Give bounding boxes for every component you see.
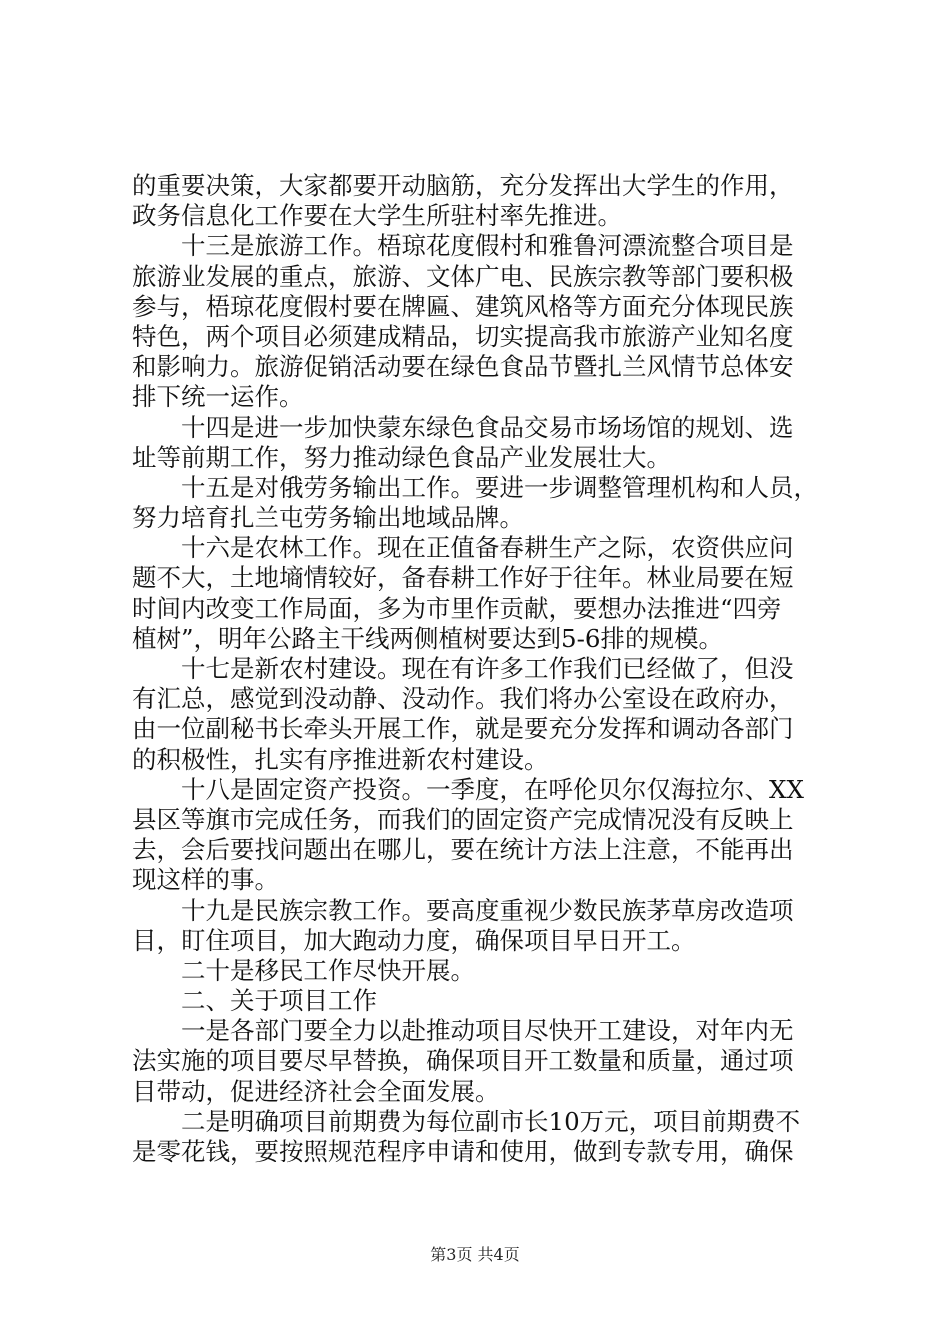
text-line: 二是明确项目前期费为每位副市长10万元，项目前期费不 (181, 1106, 801, 1136)
text-line: 十七是新农村建设。现在有许多工作我们已经做了，但没 (181, 654, 794, 683)
text-line: 址等前期工作，努力推动绿色食品产业发展壮大。 (132, 442, 671, 472)
text-line: 二十是移民工作尽快开展。 (181, 955, 475, 985)
text-line: 目带动，促进经济社会全面发展。 (132, 1076, 500, 1106)
text-line: 去，会后要找问题出在哪儿，要在统计方法上注意，不能再出 (132, 835, 794, 865)
text-line: 目，盯住项目，加大跑动力度，确保项目早日开工。 (132, 925, 696, 955)
text-line: 十五是对俄劳务输出工作。要进一步调整管理机构和人员， (181, 472, 818, 502)
text-line: 十九是民族宗教工作。要高度重视少数民族茅草房改造项 (181, 895, 794, 925)
text-line: 题不大，土地墒情较好，备春耕工作好于往年。林业局要在短 (132, 563, 794, 593)
text-line: 十六是农林工作。现在正值备春耕生产之际，农资供应问 (181, 533, 794, 563)
text-line: 法实施的项目要尽早替换，确保项目开工数量和质量，通过项 (132, 1046, 794, 1076)
text-line: 由一位副秘书长牵头开展工作，就是要充分发挥和调动各部门 (132, 714, 794, 744)
text-line: 排下统一运作。 (132, 382, 304, 412)
text-line: 十八是固定资产投资。一季度，在呼伦贝尔仅海拉尔、XX (181, 774, 804, 804)
text-line: 的积极性，扎实有序推进新农村建设。 (132, 744, 549, 774)
text-line: 旅游业发展的重点，旅游、文体广电、民族宗教等部门要积极 (132, 261, 794, 291)
page-footer: 第3页 共4页 (430, 1245, 520, 1264)
text-line: 有汇总，感觉到没动静、没动作。我们将办公室设在政府办， (132, 684, 794, 714)
document-body (132, 171, 832, 1167)
text-line: 十三是旅游工作。梧琼花度假村和雅鲁河漂流整合项目是 (181, 231, 794, 261)
text-line: 县区等旗市完成任务，而我们的固定资产完成情况没有反映上 (132, 804, 794, 834)
text-line: 十四是进一步加快蒙东绿色食品交易市场场馆的规划、选 (181, 412, 794, 442)
text-line: 现这样的事。 (132, 865, 279, 895)
text-line: 是零花钱，要按照规范程序申请和使用，做到专款专用，确保 (132, 1137, 794, 1166)
text-line: 一是各部门要全力以赴推动项目尽快开工建设，对年内无 (181, 1016, 794, 1046)
text-line: 的重要决策，大家都要开动脑筋，充分发挥出大学生的作用， (132, 171, 794, 200)
text-line: 政务信息化工作要在大学生所驻村率先推进。 (132, 201, 622, 231)
text-line: 植树”，明年公路主干线两侧植树要达到5-6排的规模。 (132, 623, 723, 653)
text-line: 参与，梧琼花度假村要在牌匾、建筑风格等方面充分体现民族 (132, 291, 794, 321)
text-line: 努力培育扎兰屯劳务输出地域品牌。 (132, 503, 524, 533)
text-line: 和影响力。旅游促销活动要在绿色食品节暨扎兰风情节总体安 (132, 352, 794, 382)
text-line: 二、关于项目工作 (181, 986, 377, 1016)
text-line: 特色，两个项目必须建成精品，切实提高我市旅游产业知名度 (132, 321, 794, 351)
text-line: 时间内改变工作局面，多为市里作贡献，要想办法推进“四旁 (132, 593, 782, 623)
